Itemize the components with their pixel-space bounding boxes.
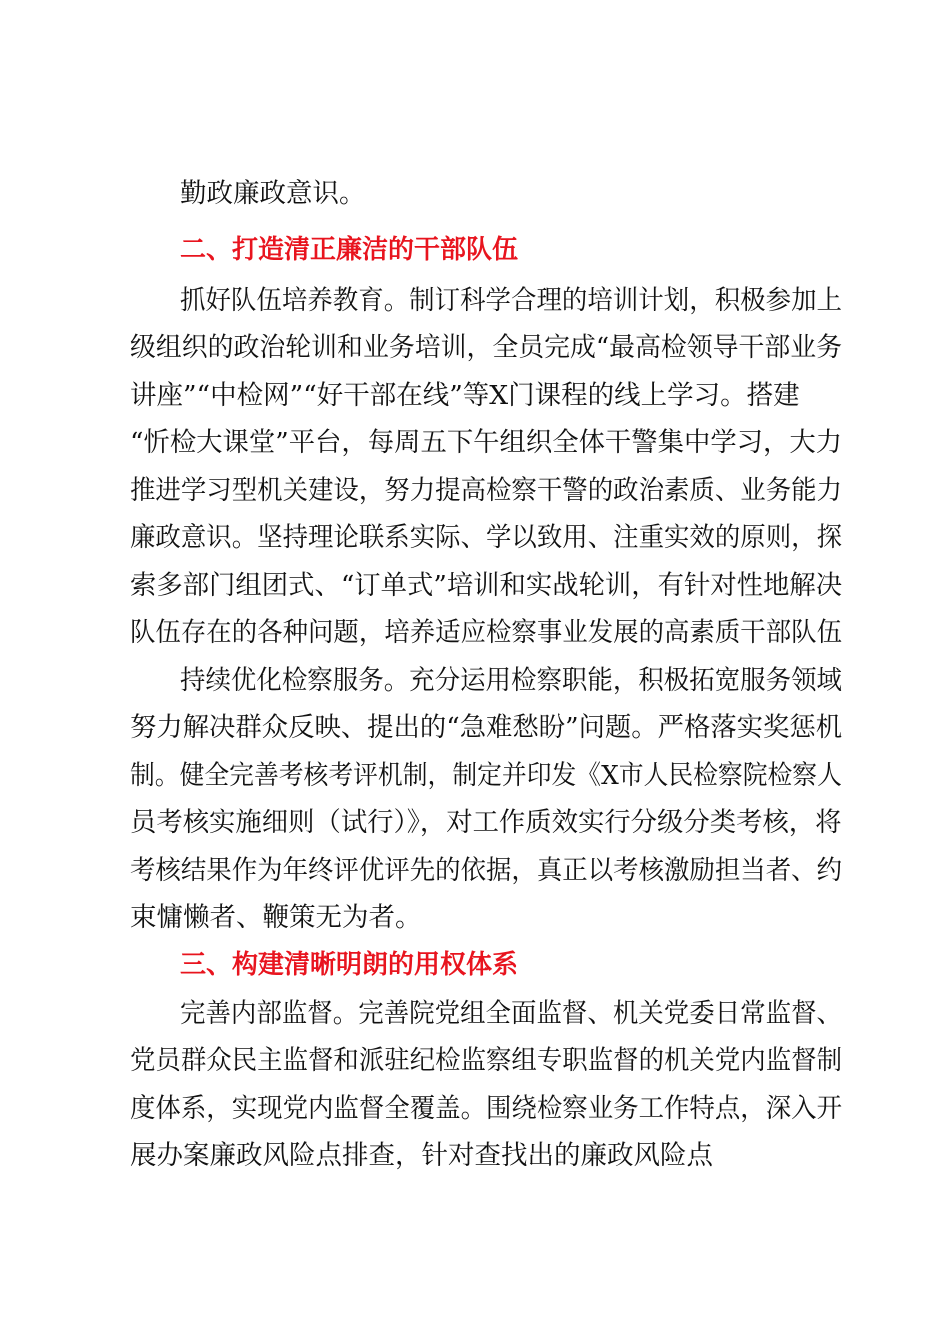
paragraph-line: “忻检大课堂”平台，每周五下午组织全体干警集中学习，大力 bbox=[130, 427, 843, 458]
paragraph-line: 展办案廉政风险点排查，针对查找出的廉政风险点 bbox=[130, 1140, 713, 1171]
paragraph-line: 考核结果作为年终评优评先的依据，真正以考核激励担当者、约 bbox=[130, 855, 842, 886]
paragraph-line: 党员群众民主监督和派驻纪检监察组专职监督的机关党内监督制 bbox=[130, 1045, 842, 1076]
paragraph-continuation: 勤政廉政意识。 bbox=[180, 178, 366, 209]
paragraph-line: 索多部门组团式、“订单式”培训和实战轮训，有针对性地解决 bbox=[130, 570, 843, 601]
paragraph-line: 廉政意识。坚持理论联系实际、学以致用、注重实效的原则，探 bbox=[130, 522, 842, 553]
paragraph-line: 持续优化检察服务。充分运用检察职能，积极拓宽服务领域 bbox=[180, 665, 842, 696]
paragraph-line: 完善内部监督。完善院党组全面监督、机关党委日常监督、 bbox=[180, 998, 842, 1029]
paragraph-line: 抓好队伍培养教育。制订科学合理的培训计划，积极参加上 bbox=[180, 285, 842, 316]
paragraph-line: 级组织的政治轮训和业务培训，全员完成“最高检领导干部业务 bbox=[130, 332, 843, 363]
paragraph-line: 员考核实施细则（试行）》，对工作质效实行分级分类考核，将 bbox=[130, 807, 842, 838]
section-heading-3: 三、构建清晰明朗的用权体系 bbox=[180, 950, 519, 980]
paragraph-line: 努力解决群众反映、提出的“急难愁盼”问题。严格落实奖惩机 bbox=[130, 712, 843, 743]
paragraph-line: 束慵懒者、鞭策无为者。 bbox=[130, 902, 422, 933]
section-heading-2: 二、打造清正廉洁的干部队伍 bbox=[180, 235, 519, 265]
paragraph-line: 队伍存在的各种问题，培养适应检察事业发展的高素质干部队伍 bbox=[130, 617, 842, 648]
paragraph-line: 推进学习型机关建设，努力提高检察干警的政治素质、业务能力 bbox=[130, 475, 842, 506]
paragraph-line: 度体系，实现党内监督全覆盖。围绕检察业务工作特点，深入开 bbox=[130, 1093, 842, 1124]
paragraph-line: 讲座”“中检网”“好干部在线”等X门课程的线上学习。搭建 bbox=[130, 380, 800, 411]
paragraph-line: 制。健全完善考核考评机制，制定并印发《X市人民检察院检察人 bbox=[130, 760, 842, 791]
